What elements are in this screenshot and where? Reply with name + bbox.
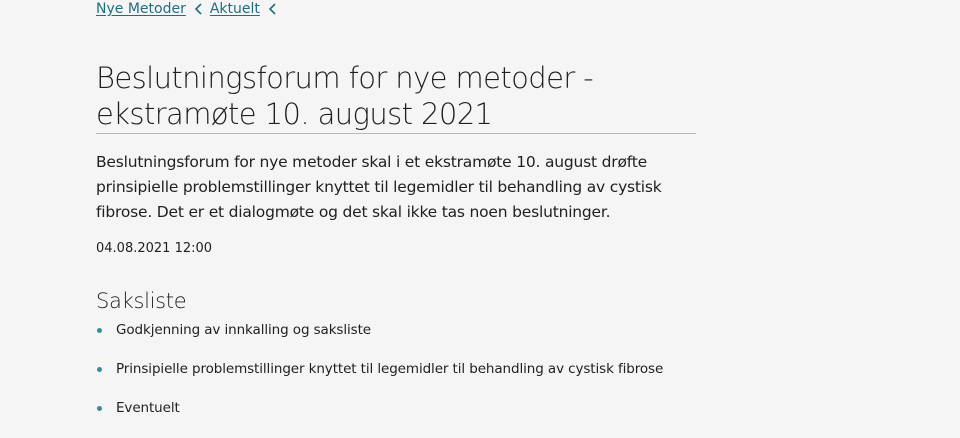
chevron-left-icon <box>266 2 280 16</box>
agenda-item-text: Prinsipielle problemstillinger knyttet til legemidler til behandling av cystisk fibrose <box>116 361 664 377</box>
article-lead: Beslutningsforum for nye metoder skal i et ekstramøte 10. august drøfte prinsipielle problemstillinger knyttet til legemidler til behandling av cystisk fibrose. Det er et dialogmøte og det skal ikke tas noen beslutninger. <box>96 153 662 221</box>
page-title: Beslutningsforum for nye metoder - ekstramøte 10. august 2021 <box>96 61 594 131</box>
agenda-item <box>96 398 796 437</box>
bullet-icon <box>97 328 102 333</box>
bullet-icon <box>97 367 102 372</box>
bullet-icon <box>97 406 102 411</box>
breadcrumb-link-nye-metoder[interactable]: Nye Metoder <box>96 1 186 17</box>
breadcrumb-link-aktuelt[interactable]: Aktuelt <box>209 1 260 17</box>
breadcrumb <box>96 0 284 18</box>
agenda-item <box>96 359 796 398</box>
agenda-item-text: Godkjenning av innkalling og saksliste <box>116 322 371 338</box>
agenda-item <box>96 320 796 359</box>
agenda-item-text: Eventuelt <box>116 400 180 416</box>
publish-date: 04.08.2021 12:00 <box>96 241 213 256</box>
chevron-left-icon <box>192 2 206 16</box>
title-divider <box>96 133 696 134</box>
agenda-list <box>96 320 796 437</box>
agenda-heading: Saksliste <box>96 289 187 313</box>
